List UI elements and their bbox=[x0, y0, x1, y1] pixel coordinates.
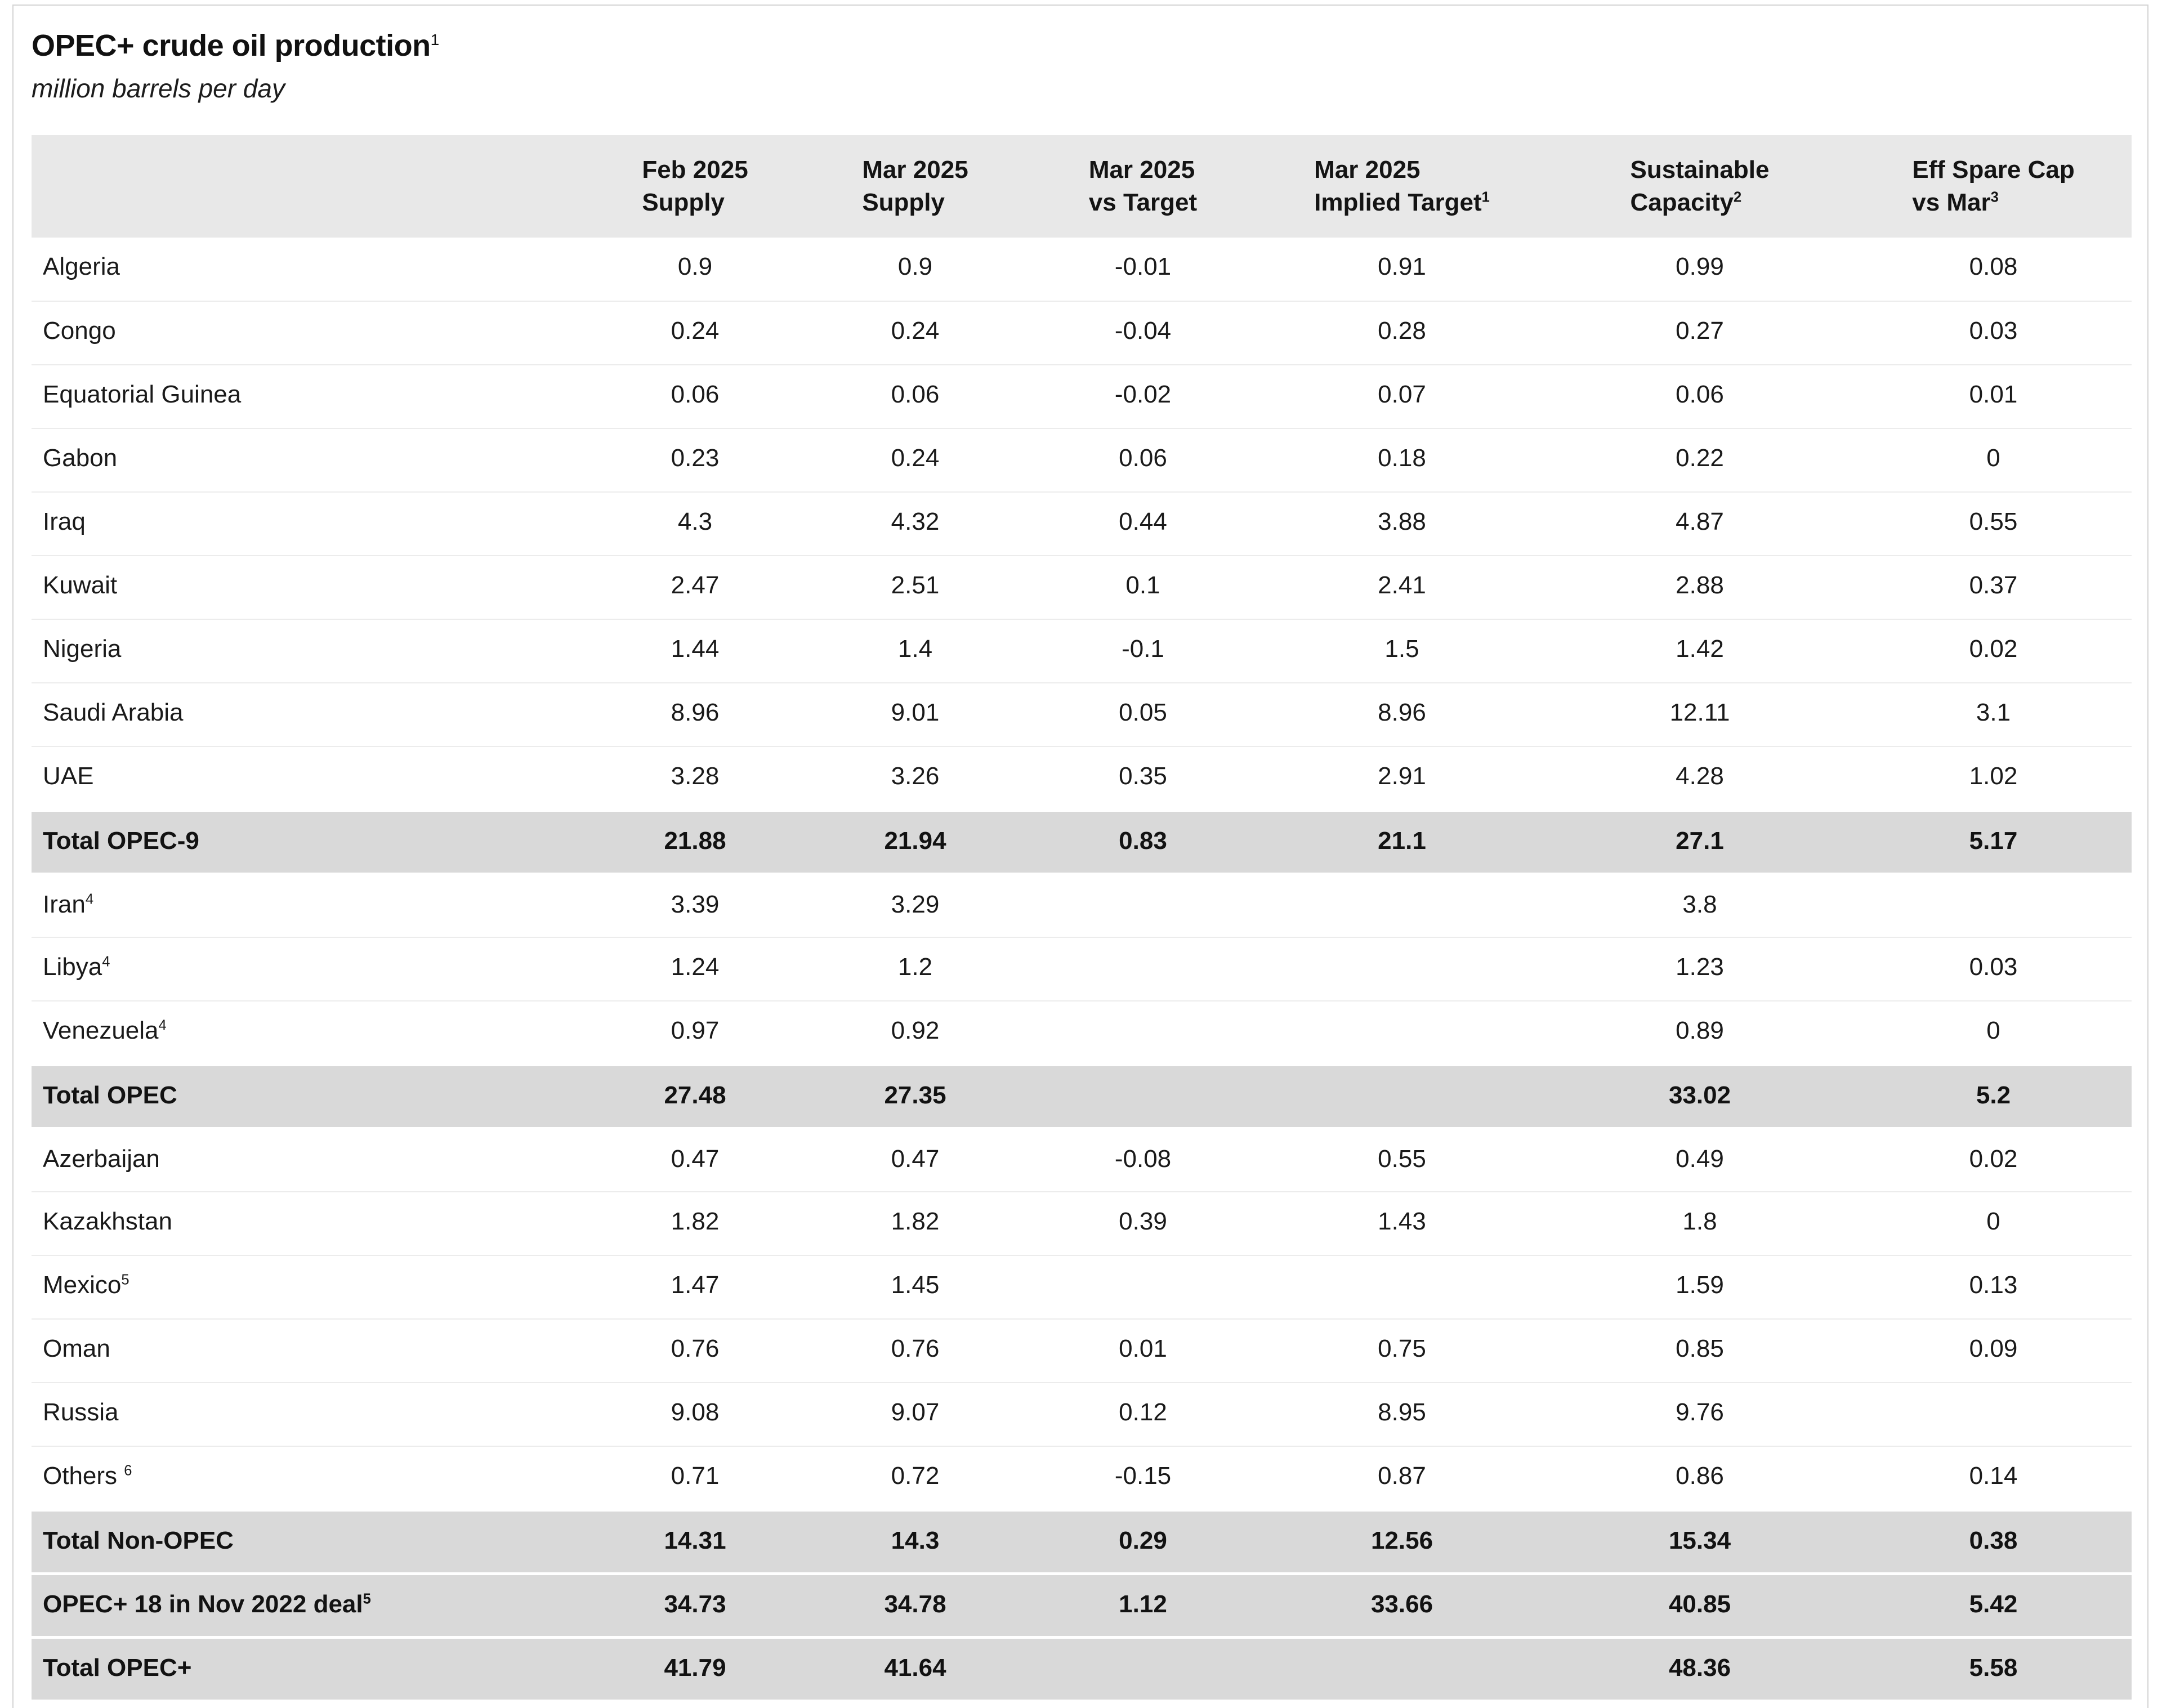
value-cell: 9.07 bbox=[891, 1398, 940, 1426]
value-cell: 0.02 bbox=[1969, 1144, 2018, 1173]
value-cell: -0.15 bbox=[1114, 1462, 1172, 1490]
value-cell: 0.03 bbox=[1969, 317, 2018, 345]
value-cell: 0.85 bbox=[1676, 1335, 1724, 1362]
row-equatorial-guinea bbox=[32, 365, 2132, 428]
value-cell: 0.91 bbox=[1378, 253, 1426, 280]
value-cell: 5.17 bbox=[1855, 810, 2132, 874]
table-body bbox=[32, 238, 2132, 1701]
row-label-cell bbox=[32, 556, 586, 619]
row-label-cell bbox=[32, 746, 586, 810]
value-cell: 1.42 bbox=[1676, 635, 1724, 663]
value-cell: 0 bbox=[1986, 1208, 2000, 1235]
value-cell bbox=[1259, 1255, 1544, 1319]
value-cell: 0.06 bbox=[1119, 444, 1167, 472]
value-cell bbox=[1259, 874, 1544, 937]
value-cell: 0.83 bbox=[1026, 810, 1259, 874]
row-label-cell bbox=[32, 1637, 586, 1701]
value-cell: 27.35 bbox=[804, 1065, 1026, 1128]
value-cell: 3.26 bbox=[891, 762, 940, 790]
value-cell: -0.01 bbox=[1114, 253, 1172, 280]
col-header-line2: vs Target bbox=[1088, 189, 1198, 216]
row-label-cell bbox=[32, 365, 586, 428]
value-cell: 41.64 bbox=[804, 1637, 1026, 1701]
value-cell: 14.3 bbox=[804, 1510, 1026, 1573]
value-cell: 0.24 bbox=[891, 444, 940, 472]
value-cell: 9.08 bbox=[671, 1398, 720, 1426]
value-cell: 5.42 bbox=[1855, 1573, 2132, 1637]
value-cell: 27.48 bbox=[586, 1065, 804, 1128]
content-frame bbox=[12, 5, 2148, 1708]
value-cell bbox=[1026, 937, 1259, 1001]
value-cell: 12.11 bbox=[1669, 699, 1730, 726]
row-oman bbox=[32, 1319, 2132, 1383]
value-cell: 0.55 bbox=[1378, 1144, 1426, 1173]
value-cell: 0.35 bbox=[1119, 762, 1167, 790]
col-header-line1: Sustainable bbox=[1630, 155, 1770, 184]
value-cell: 1.4 bbox=[897, 635, 933, 663]
value-cell: -0.1 bbox=[1122, 635, 1164, 663]
value-cell: 8.95 bbox=[1378, 1398, 1426, 1426]
row-label: Nigeria bbox=[43, 635, 122, 663]
value-cell: 5.2 bbox=[1855, 1065, 2132, 1128]
value-cell: 0.39 bbox=[1119, 1208, 1167, 1235]
value-cell: 0.47 bbox=[671, 1144, 720, 1173]
row-total-opec-plus bbox=[32, 1637, 2132, 1701]
row-label: Others bbox=[43, 1462, 124, 1490]
value-cell: 0.97 bbox=[671, 1017, 720, 1044]
row-label: Kuwait bbox=[43, 571, 118, 599]
col-header-mar-2025-vs-target bbox=[1026, 135, 1259, 238]
row-label-cell bbox=[32, 619, 586, 683]
col-header-mar-2025-supply bbox=[804, 135, 1026, 238]
row-label-cell bbox=[32, 810, 586, 874]
value-cell bbox=[1026, 1637, 1259, 1701]
value-cell bbox=[1026, 1065, 1259, 1128]
value-cell: 1.43 bbox=[1378, 1208, 1426, 1235]
row-label: Venezuela bbox=[43, 1017, 159, 1044]
col-header-line1: Mar 2025 bbox=[1314, 155, 1421, 184]
value-cell: 0.05 bbox=[1119, 699, 1167, 726]
page-title-text: OPEC+ crude oil production bbox=[32, 29, 431, 62]
value-cell: 0.1 bbox=[1125, 571, 1160, 599]
row-russia bbox=[32, 1383, 2132, 1446]
row-label: Algeria bbox=[43, 253, 120, 280]
table-header bbox=[32, 135, 2132, 238]
row-label-sup: 4 bbox=[85, 891, 94, 907]
value-cell: 0.18 bbox=[1378, 444, 1426, 472]
row-opec-plus-18-deal bbox=[32, 1573, 2132, 1637]
value-cell bbox=[1259, 1001, 1544, 1065]
col-header-line2: vs Mar bbox=[1912, 189, 1991, 216]
row-kuwait bbox=[32, 556, 2132, 619]
row-label-cell bbox=[32, 492, 586, 556]
value-cell bbox=[1259, 1065, 1544, 1128]
col-header-line2: Implied Target bbox=[1314, 189, 1482, 216]
value-cell: 3.88 bbox=[1378, 508, 1426, 535]
value-cell: 1.45 bbox=[891, 1271, 940, 1299]
value-cell: 27.1 bbox=[1544, 810, 1855, 874]
value-cell: 0.87 bbox=[1378, 1462, 1426, 1490]
value-cell: 3.8 bbox=[1682, 890, 1717, 918]
value-cell: 8.96 bbox=[671, 699, 720, 726]
value-cell: 0.9 bbox=[897, 253, 933, 280]
row-label-cell bbox=[32, 1255, 586, 1319]
value-cell: 1.5 bbox=[1384, 635, 1419, 663]
col-header-country bbox=[32, 135, 586, 238]
row-label: Gabon bbox=[43, 444, 118, 472]
value-cell: 3.28 bbox=[671, 762, 720, 790]
row-label: Equatorial Guinea bbox=[43, 381, 242, 408]
value-cell: 0.23 bbox=[671, 444, 720, 472]
value-cell: 0.44 bbox=[1119, 508, 1167, 535]
value-cell: 3.29 bbox=[891, 890, 940, 918]
row-label-cell bbox=[32, 683, 586, 746]
col-header-eff-spare-cap bbox=[1855, 135, 2132, 238]
row-gabon bbox=[32, 428, 2132, 492]
value-cell: 0.08 bbox=[1969, 253, 2018, 280]
col-header-feb-2025-supply bbox=[586, 135, 804, 238]
col-header-mar-2025-implied-target bbox=[1259, 135, 1544, 238]
row-label-cell bbox=[32, 1383, 586, 1446]
value-cell: 0.49 bbox=[1676, 1144, 1724, 1173]
value-cell: 0.06 bbox=[1676, 381, 1724, 408]
row-total-opec bbox=[32, 1065, 2132, 1128]
row-venezuela bbox=[32, 1001, 2132, 1065]
value-cell: 1.2 bbox=[897, 953, 933, 981]
value-cell: 1.24 bbox=[671, 953, 720, 981]
value-cell: -0.02 bbox=[1114, 381, 1172, 408]
value-cell: 0.29 bbox=[1026, 1510, 1259, 1573]
value-cell: 21.1 bbox=[1259, 810, 1544, 874]
header-row bbox=[32, 135, 2132, 238]
row-label-sup: 5 bbox=[121, 1272, 129, 1288]
row-label-cell bbox=[32, 1128, 586, 1192]
value-cell: 9.76 bbox=[1676, 1398, 1724, 1426]
row-label-cell bbox=[32, 428, 586, 492]
value-cell: 0.24 bbox=[891, 317, 940, 345]
col-header-sup: 3 bbox=[1990, 189, 1999, 205]
row-label: Congo bbox=[43, 317, 116, 345]
row-total-non-opec bbox=[32, 1510, 2132, 1573]
value-cell: 9.01 bbox=[891, 699, 940, 726]
col-header-line2: Supply bbox=[862, 189, 945, 216]
value-cell: 0.07 bbox=[1378, 381, 1426, 408]
value-cell bbox=[1026, 1255, 1259, 1319]
col-header-sup: 1 bbox=[1481, 189, 1490, 205]
value-cell: 0.89 bbox=[1676, 1017, 1724, 1044]
col-header-sustainable-capacity bbox=[1544, 135, 1855, 238]
value-cell: 1.47 bbox=[671, 1271, 720, 1299]
row-label-cell bbox=[32, 1001, 586, 1065]
page-title bbox=[32, 28, 2147, 63]
row-label-cell bbox=[32, 301, 586, 365]
value-cell: 0.09 bbox=[1969, 1335, 2018, 1362]
value-cell: 1.59 bbox=[1676, 1271, 1724, 1299]
row-uae bbox=[32, 746, 2132, 810]
value-cell: 40.85 bbox=[1544, 1573, 1855, 1637]
value-cell: 3.39 bbox=[671, 890, 720, 918]
col-header-line1: Feb 2025 bbox=[642, 155, 748, 184]
col-header-line1: Mar 2025 bbox=[1088, 155, 1195, 184]
value-cell: 2.47 bbox=[671, 571, 720, 599]
value-cell: 0.72 bbox=[891, 1462, 940, 1490]
value-cell: 4.87 bbox=[1676, 508, 1724, 535]
row-label-cell bbox=[32, 1319, 586, 1383]
row-kazakhstan bbox=[32, 1192, 2132, 1255]
value-cell: 34.78 bbox=[804, 1573, 1026, 1637]
value-cell: 0.12 bbox=[1119, 1398, 1167, 1426]
value-cell: 0 bbox=[1986, 1017, 2000, 1044]
row-label: Total OPEC-9 bbox=[43, 826, 199, 855]
value-cell: 21.94 bbox=[804, 810, 1026, 874]
value-cell: 14.31 bbox=[586, 1510, 804, 1573]
row-iraq bbox=[32, 492, 2132, 556]
value-cell: 4.3 bbox=[677, 508, 713, 535]
value-cell: 1.02 bbox=[1969, 762, 2018, 790]
row-label-cell bbox=[32, 874, 586, 937]
value-cell: 0.38 bbox=[1855, 1510, 2132, 1573]
value-cell: 41.79 bbox=[586, 1637, 804, 1701]
row-others bbox=[32, 1446, 2132, 1510]
value-cell: 21.88 bbox=[586, 810, 804, 874]
value-cell: 0.76 bbox=[671, 1335, 720, 1362]
row-mexico bbox=[32, 1255, 2132, 1319]
row-label-sup: 4 bbox=[102, 954, 110, 970]
row-saudi-arabia bbox=[32, 683, 2132, 746]
value-cell: 4.28 bbox=[1676, 762, 1724, 790]
value-cell: -0.08 bbox=[1114, 1144, 1172, 1173]
row-label: Azerbaijan bbox=[43, 1144, 160, 1173]
row-label-cell bbox=[32, 238, 586, 301]
row-label-cell bbox=[32, 1510, 586, 1573]
page-subtitle: million barrels per day bbox=[32, 74, 285, 103]
row-label: Total Non-OPEC bbox=[43, 1526, 234, 1554]
value-cell: 3.1 bbox=[1976, 699, 2011, 726]
row-label-cell bbox=[32, 937, 586, 1001]
value-cell: 0.47 bbox=[891, 1144, 940, 1173]
row-label: Total OPEC+ bbox=[43, 1653, 192, 1682]
value-cell: 0.71 bbox=[671, 1462, 720, 1490]
value-cell bbox=[1259, 1637, 1544, 1701]
row-label-sup: 5 bbox=[363, 1590, 371, 1607]
row-label: Russia bbox=[43, 1398, 119, 1426]
value-cell: 5.58 bbox=[1855, 1637, 2132, 1701]
row-label-sup: 4 bbox=[158, 1017, 167, 1034]
row-total-opec-9 bbox=[32, 810, 2132, 874]
value-cell: 0.28 bbox=[1378, 317, 1426, 345]
value-cell: 0.06 bbox=[891, 381, 940, 408]
col-header-line2: Capacity bbox=[1630, 189, 1734, 216]
value-cell: 0.01 bbox=[1969, 381, 2018, 408]
value-cell: 0.13 bbox=[1969, 1271, 2018, 1299]
row-azerbaijan bbox=[32, 1128, 2132, 1192]
col-header-line2: Supply bbox=[642, 189, 725, 216]
value-cell bbox=[1026, 874, 1259, 937]
value-cell: 0.03 bbox=[1969, 953, 2018, 981]
value-cell: 1.23 bbox=[1676, 953, 1724, 981]
value-cell: 1.82 bbox=[671, 1208, 720, 1235]
value-cell: 0.02 bbox=[1969, 635, 2018, 663]
row-label-cell bbox=[32, 1573, 586, 1637]
opec-production-table bbox=[32, 135, 2132, 1702]
value-cell: 0.86 bbox=[1676, 1462, 1724, 1490]
col-header-sup: 2 bbox=[1733, 189, 1742, 205]
value-cell: 1.44 bbox=[671, 635, 720, 663]
value-cell: 0 bbox=[1986, 444, 2000, 472]
row-congo bbox=[32, 301, 2132, 365]
value-cell: 2.91 bbox=[1378, 762, 1426, 790]
row-label: OPEC+ 18 in Nov 2022 deal bbox=[43, 1590, 363, 1618]
value-cell: 0.06 bbox=[671, 381, 720, 408]
value-cell: 0.55 bbox=[1969, 508, 2018, 535]
value-cell: 0.92 bbox=[891, 1017, 940, 1044]
value-cell: 0.01 bbox=[1119, 1335, 1167, 1362]
row-label-cell bbox=[32, 1192, 586, 1255]
value-cell: 48.36 bbox=[1544, 1637, 1855, 1701]
value-cell: 4.32 bbox=[891, 508, 940, 535]
col-header-line1: Eff Spare Cap bbox=[1912, 155, 2075, 184]
value-cell: 0.24 bbox=[671, 317, 720, 345]
row-label: Oman bbox=[43, 1335, 110, 1362]
value-cell: 2.51 bbox=[891, 571, 940, 599]
value-cell: 12.56 bbox=[1259, 1510, 1544, 1573]
value-cell: 1.82 bbox=[891, 1208, 940, 1235]
row-label-cell bbox=[32, 1065, 586, 1128]
value-cell: 8.96 bbox=[1378, 699, 1426, 726]
row-label: Kazakhstan bbox=[43, 1208, 172, 1235]
value-cell: 0.76 bbox=[891, 1335, 940, 1362]
value-cell: 0.27 bbox=[1676, 317, 1724, 345]
value-cell: 1.8 bbox=[1682, 1208, 1717, 1235]
value-cell: 1.12 bbox=[1026, 1573, 1259, 1637]
value-cell: 0.37 bbox=[1969, 571, 2018, 599]
value-cell bbox=[1855, 1383, 2132, 1446]
row-nigeria bbox=[32, 619, 2132, 683]
row-label-sup: 6 bbox=[124, 1463, 132, 1479]
row-label: Libya bbox=[43, 953, 102, 981]
page-title-sup: 1 bbox=[430, 31, 439, 48]
row-label: Total OPEC bbox=[43, 1081, 177, 1109]
row-label-cell bbox=[32, 1446, 586, 1510]
value-cell: 0.9 bbox=[677, 253, 713, 280]
row-libya bbox=[32, 937, 2132, 1001]
row-iran bbox=[32, 874, 2132, 937]
value-cell bbox=[1855, 874, 2132, 937]
value-cell: 0.99 bbox=[1676, 253, 1724, 280]
row-label: UAE bbox=[43, 762, 94, 790]
row-label: Iraq bbox=[43, 508, 86, 535]
value-cell: 15.34 bbox=[1544, 1510, 1855, 1573]
value-cell: 2.41 bbox=[1378, 571, 1426, 599]
col-header-line1: Mar 2025 bbox=[862, 155, 968, 184]
value-cell: 33.66 bbox=[1259, 1573, 1544, 1637]
value-cell: 0.14 bbox=[1969, 1462, 2018, 1490]
row-label: Iran bbox=[43, 890, 86, 918]
value-cell: 0.22 bbox=[1676, 444, 1724, 472]
value-cell: -0.04 bbox=[1114, 317, 1172, 345]
value-cell bbox=[1259, 937, 1544, 1001]
row-label: Mexico bbox=[43, 1271, 122, 1299]
value-cell bbox=[1026, 1001, 1259, 1065]
row-label: Saudi Arabia bbox=[43, 699, 184, 726]
value-cell: 2.88 bbox=[1676, 571, 1724, 599]
value-cell: 34.73 bbox=[586, 1573, 804, 1637]
value-cell: 33.02 bbox=[1544, 1065, 1855, 1128]
value-cell: 0.75 bbox=[1378, 1335, 1426, 1362]
row-algeria bbox=[32, 238, 2132, 301]
